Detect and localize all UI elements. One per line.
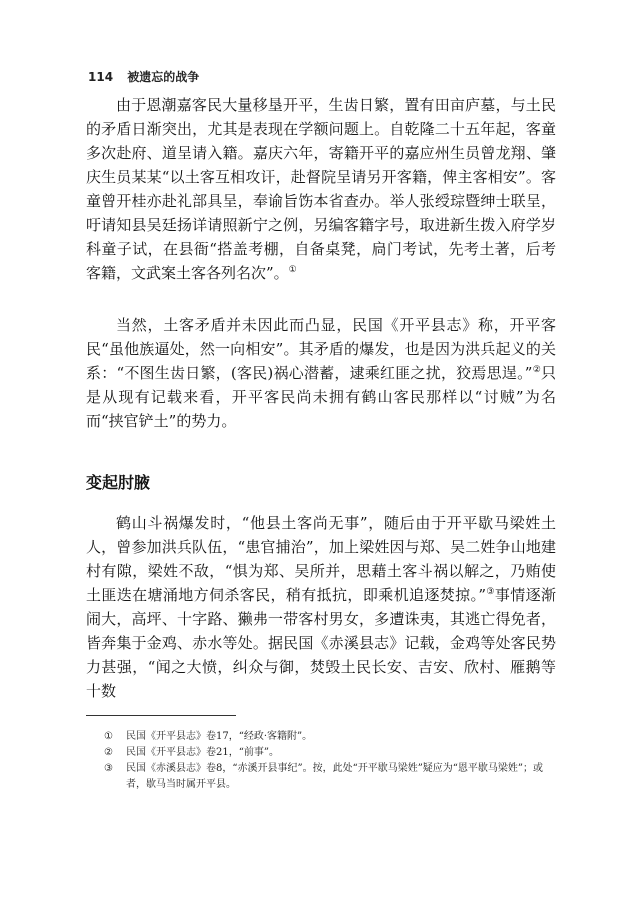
paragraph-text-tail: 只是从现有记载来看，开平客民尚未拥有鹤山客民那样以“讨贼”为名而“挟官铲土”的势力。 — [86, 364, 556, 430]
paragraph-text: 由于恩潮嘉客民大量移垦开平，生齿日繁，置有田亩庐墓，与土民的矛盾日渐突出，尤其是表现在学额问题上。自乾隆二十五年起，客童多次赴府、道呈请入籍。嘉庆六年，寄籍开平的嘉应州生员曾龙翔、肇庆生员某某“以土客互相攻讦，赴督院呈请另开客籍，俾主客相安”。客童曾开桂亦赴礼部具呈，奉谕旨饬本省查办。举人张绶琮暨绅士联呈，吁请知县吴廷扬详请照新宁之例，另编客籍字号，取进新生拨入府学岁科童子试，在县衙“搭盖考棚，自备桌凳，扃门考试，先考土著，后考客籍，文武案土客各列名次”。 — [86, 96, 556, 282]
section-heading: 变起肘腋 — [86, 473, 151, 492]
paragraph-text: 当然，土客矛盾并未因此而凸显，民国《开平县志》称，开平客民“虽他族逼处，然一向相安”。其矛盾的爆发，也是因为洪兵起义的关系：“不图生齿日繁，(客民)祸心潜蓄，逮乘红匪之扰，狡焉思逞。” — [86, 316, 556, 382]
footnote-text: 民国《开平县志》卷17，“经政·客籍附”。 — [126, 731, 313, 742]
paragraph-text-tail: 事情逐渐闹大，高坪、十字路、獭弗一带客村男女，多遭诛夷，其逃亡得免者，皆奔集于金鸡、赤水等处。据民国《赤溪县志》记载，金鸡等处客民势力甚强，“闻之大愤，纠众与御，焚毁土民长安、吉安、欣村、雁鹅等十数 — [86, 586, 556, 700]
paragraph — [86, 313, 556, 433]
paragraph — [86, 93, 556, 285]
paragraph — [86, 511, 556, 703]
section-3 — [86, 511, 556, 703]
footnote — [104, 745, 556, 761]
page-number: 114 — [88, 70, 114, 84]
footnote-divider — [86, 715, 236, 716]
footnote — [104, 729, 556, 745]
section-1 — [86, 93, 556, 285]
footnote-ref: ② — [532, 365, 541, 375]
footnotes — [104, 729, 556, 793]
running-header — [88, 68, 199, 85]
footnote-text: 民国《开平县志》卷21，“前事”。 — [126, 747, 279, 758]
footnote-ref: ① — [288, 265, 297, 275]
paragraph-text: 鹤山斗祸爆发时，“他县土客尚无事”，随后由于开平歇马梁姓土人，曾参加洪兵队伍，“患官捕治”，加上梁姓因与郑、吴二姓争山地建村有隙，梁姓不敌，“惧为郑、吴所并，思藉土客斗祸以解之，乃贿使土匪迭在塘涌地方伺杀客民，稍有抵抗，即乘机追逐焚掠。” — [86, 514, 556, 604]
footnote-mark: ③ — [104, 763, 113, 774]
footnote-text: 民国《赤溪县志》卷8，“赤溪开县事纪”。按，此处“开平歇马梁姓”疑应为“恩平歇马梁姓”；或者，歇马当时属开平县。 — [126, 763, 544, 790]
footnote-mark: ② — [104, 747, 113, 758]
footnote — [104, 761, 556, 793]
footnote-mark: ① — [104, 731, 113, 742]
book-title: 被遗忘的战争 — [127, 70, 200, 84]
section-2 — [86, 313, 556, 433]
footnote-ref: ③ — [486, 587, 495, 597]
